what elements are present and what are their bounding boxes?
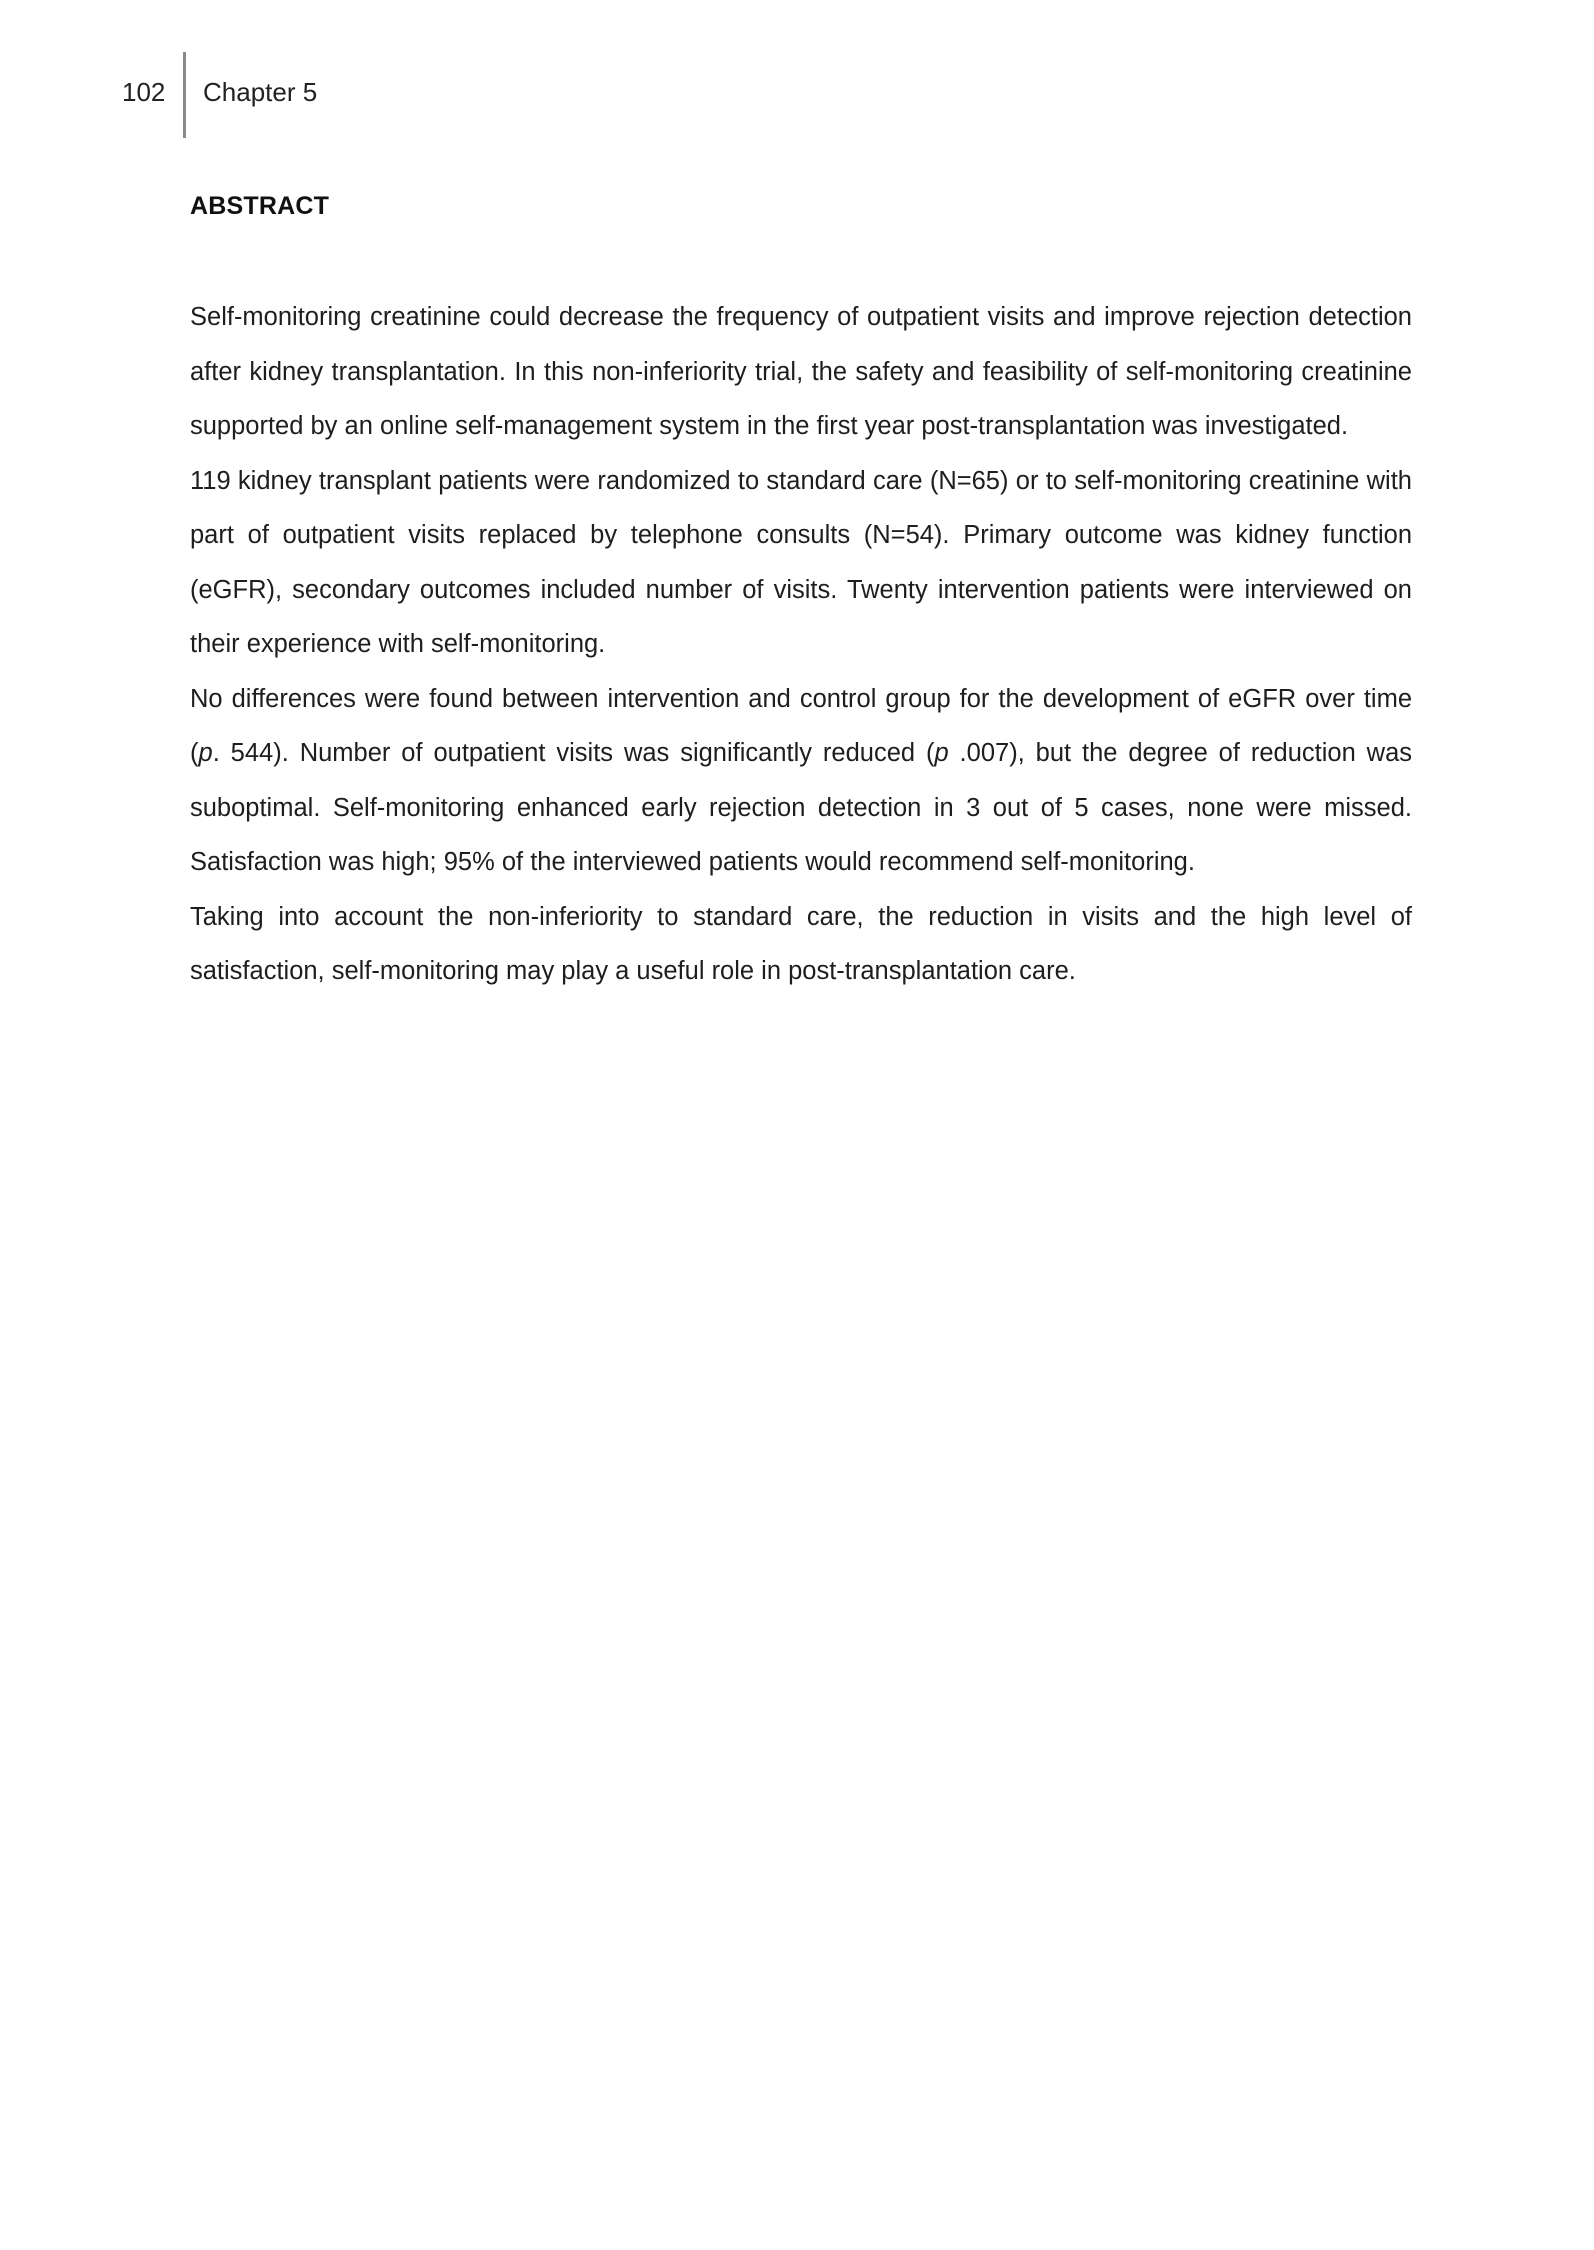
results-text-a: No differences were found between intervention and control group for the development of eGFR over time (	[190, 684, 1412, 767]
results-text-b: . 544). Number of outpatient visits was significantly reduced (	[212, 739, 935, 767]
abstract-paragraph-conclusion: Taking into account the non-inferiority to standard care, the reduction in visits and the high level of satisfaction, self-monitoring may play a useful role in post-transplantation care.	[190, 902, 1412, 985]
abstract-body	[190, 290, 1412, 999]
chapter-label: Chapter 5	[203, 77, 318, 107]
abstract-paragraph-results	[190, 672, 1412, 890]
p-value-symbol: p	[198, 739, 213, 767]
abstract-paragraph-background: Self-monitoring creatinine could decrease the frequency of outpatient visits and improve rejection detection after kidney transplantation. In this non-inferiority trial, the safety and feasibility of self-monitoring creatinine supported by an online self-management system in the first year post-transplantation was investigated.	[190, 303, 1412, 440]
abstract-paragraph-methods: 119 kidney transplant patients were randomized to standard care (N=65) or to self-monitoring creatinine with part of outpatient visits replaced by telephone consults (N=54). Primary outcome was kidney function (eGFR), secondary outcomes included number of visits. Twenty intervention patients were interviewed on their experience with self-monitoring.	[190, 466, 1412, 658]
results-text-c: .007), but the degree of reduction was suboptimal. Self-monitoring enhanced early rejection detection in 3 out of 5 cases, none were missed. Satisfaction was high; 95% of the interviewed patients would recommend self-monitoring.	[190, 739, 1412, 876]
header-divider	[183, 52, 186, 138]
abstract-heading: ABSTRACT	[190, 192, 330, 220]
running-header	[0, 52, 600, 138]
page-number: 102	[122, 77, 166, 107]
p-value-symbol: p	[934, 739, 949, 767]
